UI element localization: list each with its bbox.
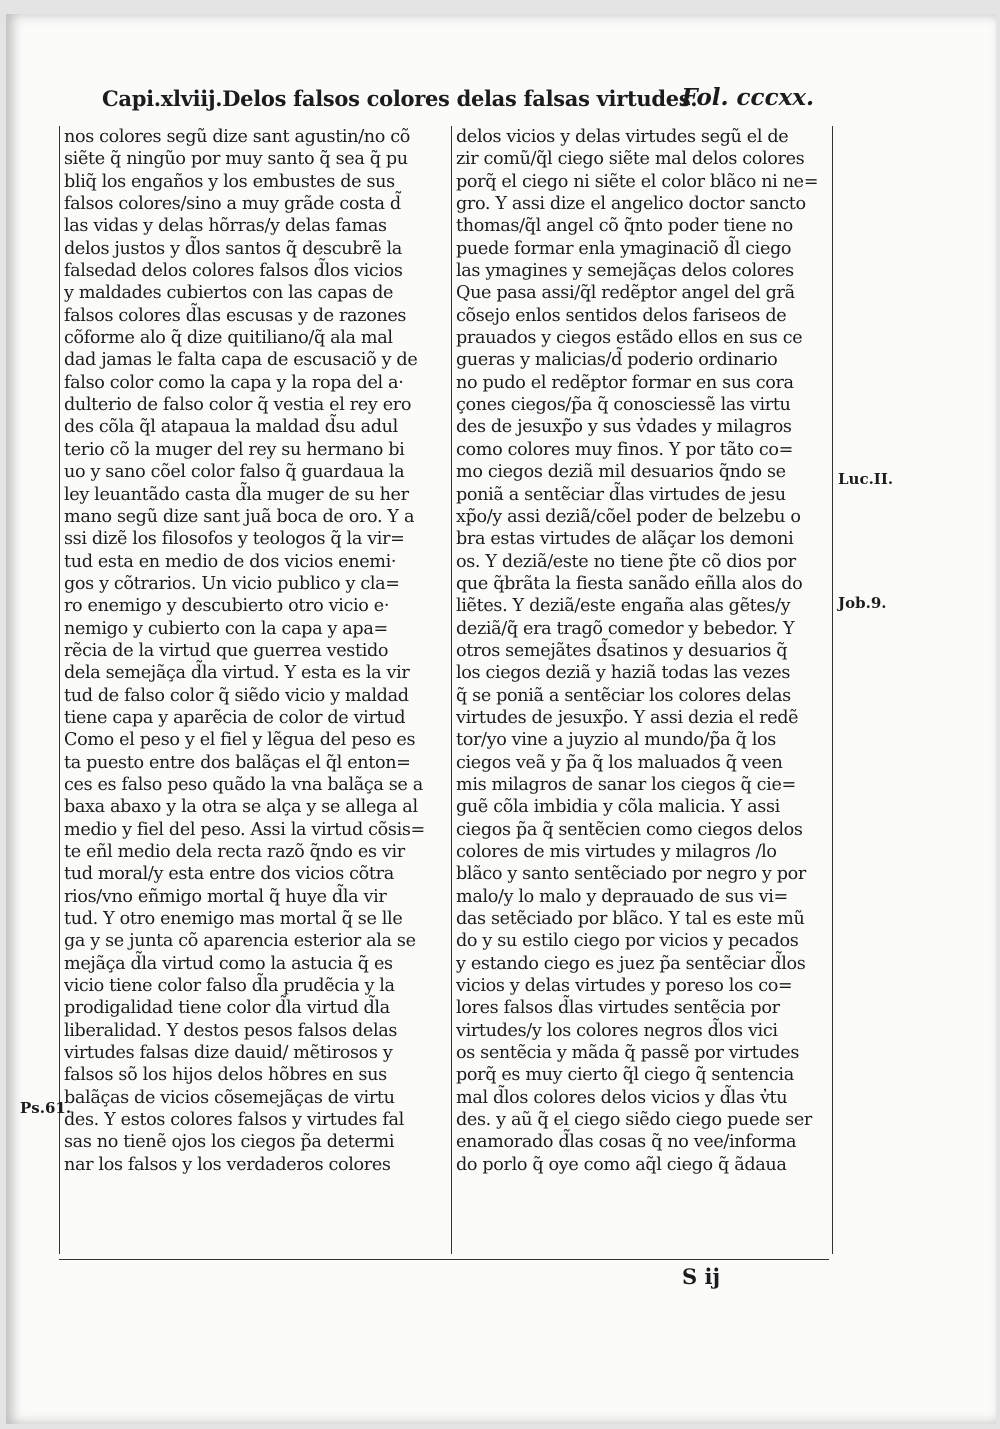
signature-mark: S ij <box>682 1264 721 1289</box>
text-line: y estando ciego es juez p̃a sentẽciar d̃los <box>456 953 806 974</box>
text-line: rẽcia de la virtud que guerrea vestido <box>64 640 389 661</box>
text-line: delos justos y d̃los santos q̃ descubrẽ la <box>64 238 402 259</box>
folio-number: Fol. cccxx. <box>681 84 814 111</box>
text-line: ssi dizẽ los filosofos y teologos q̃ la vir= <box>64 529 405 550</box>
text-line: malo/y lo malo y deprauado de sus vi= <box>456 886 788 907</box>
text-line: poniã a sentẽciar d̃las virtudes de jesu <box>456 484 786 505</box>
text-line: vicios y delas virtudes y poreso los co= <box>456 976 793 997</box>
text-line: ga y se junta cõ aparencia esterior ala se <box>64 931 416 952</box>
text-line: liẽtes. Y deziã/este engaña alas gẽtes/y <box>456 596 791 617</box>
text-line: falsos colores/sino a muy grãde costa d̃ <box>64 194 401 215</box>
text-line: las vidas y delas hõrras/y delas famas <box>64 216 387 237</box>
text-line: ciegos p̃a q̃ sentẽcien como ciegos delos <box>456 819 803 840</box>
text-line: rios/vno eñmigo mortal q̃ huye d̃la vir <box>64 886 387 907</box>
text-line: los ciegos deziã y haziã todas las vezes <box>456 663 791 684</box>
text-line: gueras y malicias/d̃ poderio ordinario <box>456 350 778 371</box>
text-line: mejãça d̃la virtud como la astucia q̃ es <box>64 953 393 974</box>
text-line: colores de mis virtudes y milagros /lo <box>456 842 777 862</box>
text-line: falsos sõ los hijos delos hõbres en sus <box>64 1065 387 1086</box>
text-line: zir comũ/q̃l ciego siẽte mal delos colores <box>456 149 805 170</box>
text-line: otros semejãtes d̃satinos y desuarios q̃ <box>456 640 788 661</box>
text-line: terio cõ la muger del rey su hermano bi <box>64 439 405 460</box>
text-line: os sentẽcia y mãda q̃ passẽ por virtudes <box>456 1043 800 1064</box>
text-line: ley leuantãdo casta d̃la muger de su her <box>64 484 409 505</box>
book-page <box>6 14 996 1424</box>
text-line: puede formar enla ymaginaciõ d̃l ciego <box>456 238 792 259</box>
text-line: ta puesto entre dos balãças el q̃l enton= <box>64 752 411 773</box>
text-line: porq̃ el ciego ni siẽte el color blãco ni ne= <box>456 171 819 192</box>
text-line: liberalidad. Y destos pesos falsos delas <box>64 1020 398 1041</box>
text-line: bliq̃ los engaños y los embustes de sus <box>64 171 395 192</box>
text-line: tud. Y otro enemigo mas mortal q̃ se lle <box>64 909 403 930</box>
text-line: dad jamas le falta capa de escusaciõ y de <box>64 350 418 371</box>
text-line: os. Y deziã/este no tiene p̃te cõ dios por <box>456 551 796 572</box>
text-line: das setẽciado por blãco. Y tal es este mũ <box>456 909 805 930</box>
text-line: dela semejãça d̃la virtud. Y esta es la vir <box>64 663 410 684</box>
text-line: cõforme alo q̃ dize quitiliano/q̃ ala mal <box>64 328 393 349</box>
text-line: guẽ cõla imbidia y cõla malicia. Y assi <box>456 797 780 818</box>
text-line: lores falsos d̃las virtudes sentẽcia por <box>456 998 780 1019</box>
text-line: blãco y santo sentẽciado por negro y por <box>456 864 806 885</box>
text-line: falsedad delos colores falsos d̃los vicios <box>64 261 403 282</box>
text-line: do porlo q̃ oye como aq̃l ciego q̃ ãdaua <box>456 1154 787 1175</box>
text-line: des cõla q̃l atapaua la maldad d̃su adul <box>64 417 398 438</box>
text-line: cõsejo enlos sentidos delos fariseos de <box>456 305 787 326</box>
text-line: enamorado d̃las cosas q̃ no vee/informa <box>456 1132 797 1153</box>
text-line: baxa abaxo y la otra se alça y se allega al <box>64 797 418 818</box>
text-line: des. Y estos colores falsos y virtudes fal <box>64 1110 404 1131</box>
text-line: prodigalidad tiene color d̃la virtud d̃la <box>64 998 390 1019</box>
text-line: xp̃o/y assi deziã/cõel poder de belzebu o <box>456 506 801 527</box>
chapter-title: Capi.xlviij.Delos falsos colores delas falsas virtudes. <box>102 86 698 111</box>
text-line: Como el peso y el fiel y lẽgua del peso es <box>64 730 416 751</box>
text-line: sas no tienẽ ojos los ciegos p̃a determi <box>64 1132 395 1153</box>
left-text-column <box>59 126 438 1254</box>
text-line: mano segũ dize sant juã boca de oro. Y a <box>64 506 415 527</box>
text-line: virtudes falsas dize dauid/ mẽtirosos y <box>64 1043 393 1064</box>
text-line: mo ciegos deziã mil desuarios q̃ndo se <box>456 462 786 483</box>
text-line: tor/yo vine a juyzio al mundo/p̃a q̃ los <box>456 730 776 751</box>
text-line: vicio tiene color falso d̃la prudẽcia y la <box>64 976 395 997</box>
text-line: nemigo y cubierto con la capa y apa= <box>64 618 388 639</box>
text-line: çones ciegos/p̃a q̃ conosciessẽ las virtu <box>456 395 791 416</box>
marginal-note-ps: Ps.61. <box>20 1099 72 1117</box>
text-line: tiene capa y aparẽcia de color de virtud <box>64 707 406 728</box>
text-line: no pudo el redẽptor formar en sus cora <box>456 372 794 393</box>
text-line: dulterio de falso color q̃ vestia el rey ero <box>64 395 412 416</box>
text-line: medio y fiel del peso. Assi la virtud cõsis= <box>64 819 425 840</box>
text-line: falso color como la capa y la ropa del a· <box>64 372 404 393</box>
text-line: des. y aũ q̃ el ciego siẽdo ciego puede ser <box>456 1110 812 1131</box>
text-line: tud esta en medio de dos vicios enemi· <box>64 551 397 572</box>
text-line: las ymagines y semejãças delos colores <box>456 261 794 282</box>
text-line: deziã/q̃ era tragõ comedor y bebedor. Y <box>456 618 795 639</box>
text-line: mis milagros de sanar los ciegos q̃ cie= <box>456 774 796 795</box>
text-line: des de jesuxp̃o y sus v̓dades y milagros <box>456 417 792 438</box>
text-line: ciegos veã y p̃a q̃ los maluados q̃ veen <box>456 752 783 773</box>
text-line: mal d̃los colores delos vicios y d̃las v̓tu <box>456 1087 788 1108</box>
right-text-column <box>451 126 833 1254</box>
text-line: como colores muy finos. Y por tãto co= <box>456 439 794 460</box>
text-line: uo y sano cõel color falso q̃ guardaua la <box>64 462 405 483</box>
text-line: falsos colores d̃las escusas y de razones <box>64 305 407 326</box>
text-line: Que pasa assi/q̃l redẽptor angel del grã <box>456 283 795 304</box>
text-line: do y su estilo ciego por vicios y pecados <box>456 931 799 952</box>
text-line: siẽte q̃ ningũo por muy santo q̃ sea q̃ pu <box>64 149 408 170</box>
text-line: y maldades cubiertos con las capas de <box>64 283 394 304</box>
running-head <box>102 84 822 118</box>
text-line: porq̃ es muy cierto q̃l ciego q̃ sentencia <box>456 1065 794 1086</box>
text-line: delos vicios y delas virtudes segũ el de <box>456 127 789 147</box>
text-line: q̃ se poniã a sentẽciar los colores delas <box>456 685 791 706</box>
text-line: nos colores segũ dize sant agustin/no cõ <box>64 127 410 147</box>
text-line: que q̃brãta la fiesta sanãdo eñlla alos do <box>456 573 803 594</box>
text-line: balãças de vicios cõsemejãças de virtu <box>64 1087 395 1108</box>
text-line: nar los falsos y los verdaderos colores <box>64 1154 391 1175</box>
text-line: bra estas virtudes de alãçar los demoni <box>456 529 794 550</box>
text-line: ro enemigo y descubierto otro vicio e· <box>64 596 390 617</box>
text-line: thomas/q̃l angel cõ q̃nto poder tiene no <box>456 216 793 237</box>
text-line: te eñl medio dela recta razõ q̃ndo es vir <box>64 842 405 862</box>
text-line: virtudes de jesuxp̃o. Y assi dezia el redẽ <box>456 707 799 728</box>
text-line: prauados y ciegos estãdo ellos en sus ce <box>456 328 803 349</box>
text-line: tud moral/y esta entre dos vicios cõtra <box>64 864 394 885</box>
text-line: virtudes/y los colores negros d̃los vici <box>456 1020 778 1041</box>
bottom-rule <box>59 1259 829 1260</box>
marginal-note-job: Job.9. <box>838 594 887 612</box>
text-line: gos y cõtrarios. Un vicio publico y cla= <box>64 573 400 594</box>
marginal-note-luc: Luc.II. <box>838 470 894 488</box>
text-line: ces es falso peso quãdo la vna balãça se a <box>64 774 423 795</box>
text-line: tud de falso color q̃ siẽdo vicio y maldad <box>64 685 409 706</box>
text-line: gro. Y assi dize el angelico doctor sancto <box>456 194 806 215</box>
